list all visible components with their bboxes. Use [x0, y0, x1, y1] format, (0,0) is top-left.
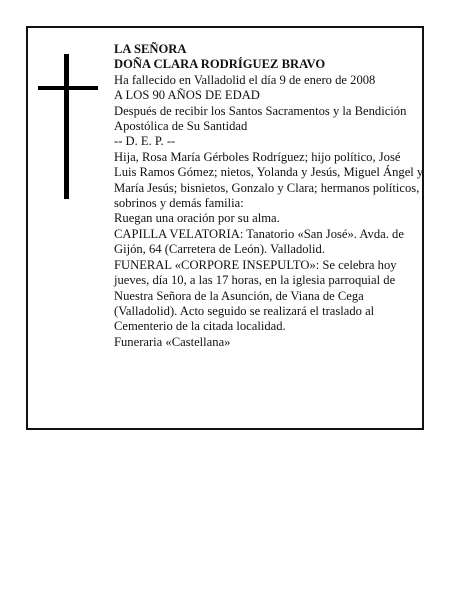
sacraments-line: Después de recibir los Santos Sacramentos y la Bendición Apostólica de Su Santidad — [114, 103, 407, 134]
prayer-line: Ruegan una oración por su alma. — [114, 211, 280, 226]
cross-horizontal-bar — [38, 86, 98, 90]
chapel-paragraph: CAPILLA VELATORIA: Tanatorio «San José». Avda. de Gijón, 64 (Carretera de León). Valladolid. — [114, 226, 404, 257]
family-paragraph: Hija, Rosa María Gérboles Rodríguez; hijo político, José Luis Ramos Gómez; nietos, Yolanda y Jesús, Miguel Ángel y María Jesús; bisnietos, Gonzalo y Clara; hermanos políticos, sobrinos y demás familia: — [114, 149, 424, 211]
funeral-home-line: Funeraria «Castellana» — [114, 334, 231, 349]
deceased-name: DOÑA CLARA RODRÍGUEZ BRAVO — [114, 57, 326, 72]
cross-vertical-bar — [64, 54, 69, 199]
cross-icon — [38, 54, 98, 199]
obituary-text — [114, 42, 424, 350]
funeral-paragraph: FUNERAL «CORPORE INSEPULTO»: Se celebra hoy jueves, día 10, a las 17 horas, en la iglesia parroquial de Nuestra Señora de la Asunción, de Viana de Cega (Valladolid). Acto seguido se realizará el traslado al Cementerio de la citada localidad. — [114, 257, 397, 334]
notice-title: LA SEÑORA — [114, 42, 187, 56]
death-line: Ha fallecido en Valladolid el día 9 de enero de 2008 — [114, 72, 376, 87]
age-line: A LOS 90 AÑOS DE EDAD — [114, 88, 260, 103]
obituary-notice — [26, 26, 424, 430]
rip-line: -- D. E. P. -- — [114, 134, 176, 149]
